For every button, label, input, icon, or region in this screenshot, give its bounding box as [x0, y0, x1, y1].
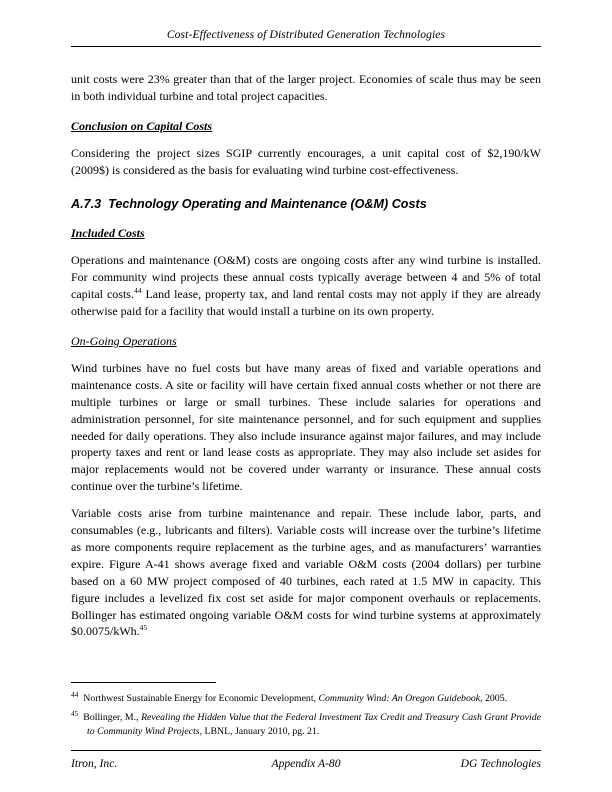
text-run: Operations and maintenance (O&M) costs are ongoing costs after any wind turbine is installed. For community wind projects these annual costs typically average between 4 and 5% of total capital costs. [71, 253, 541, 302]
paragraph-capital-cost-basis: Considering the project sizes SGIP currently encourages, a unit capital cost of $2,190/kW (2009$) is considered as the basis for evaluating wind turbine cost-effectiveness. [71, 145, 541, 177]
whitespace-spacer [71, 640, 541, 682]
heading-on-going-operations: On-Going Operations [71, 333, 177, 348]
footer-section-label: DG Technologies [460, 757, 542, 770]
paragraph-variable-costs [71, 505, 541, 640]
page-body [71, 71, 541, 640]
footnote-number: 44 [71, 689, 79, 699]
footnote-ref-45: 45 [139, 623, 148, 633]
text-run: Land lease, property tax, and land rental costs may not apply if they are already otherwise paid for a facility that would install a turbine on its own property. [71, 287, 542, 319]
footnote-number: 45 [71, 708, 79, 718]
citation-title: Revealing the Hidden Value that the Federal Investment Tax Credit and Treasury Cash Grant Provide to Community Wind Projects [87, 711, 542, 738]
footnote-45 [71, 708, 542, 740]
paragraph-economies-of-scale: unit costs were 23% greater than that of the larger project. Economies of scale thus may be seen in both individual turbine and total project capacities. [71, 72, 541, 103]
text-run: Bollinger, M., [83, 711, 142, 723]
paragraph-fixed-costs: Wind turbines have no fuel costs but have many areas of fixed and variable operations and maintenance costs. A site or facility will have certain fixed annual costs whether or not there are multiple turbines or large or small turbines. These include salaries for operations and administration personnel, for site maintenance personnel, and for such equipment and supplies needed for daily operations. They also include insurance against major failures, and may include property taxes and rent or land lease costs as appropriate. They may also include set asides for major replacements would not be covered under warranty or insurance. These annual costs continue over the turbine’s lifetime. [71, 360, 541, 494]
running-header-title: Cost-Effectiveness of Distributed Generation Technologies [166, 28, 446, 41]
header-rule [71, 46, 541, 47]
footnote-44 [71, 689, 541, 707]
citation-title: Community Wind: An Oregon Guidebook [318, 693, 481, 705]
page-header [71, 28, 541, 47]
footnote-separator-rule [71, 682, 216, 683]
footer-row [71, 751, 541, 770]
text-run: Northwest Sustainable Energy for Economic Development, [83, 693, 319, 705]
footnote-ref-44: 44 [133, 286, 142, 296]
text-run: , LBNL, January 2010, pg. 21. [199, 726, 320, 738]
heading-a73-technology-o-and-m-costs: A.7.3 Technology Operating and Maintenance (O&M) Costs [71, 196, 427, 211]
footer-company: Itron, Inc. [71, 757, 118, 770]
footnotes-section [71, 682, 541, 740]
heading-included-costs: Included Costs [71, 226, 145, 241]
page-content [71, 28, 541, 770]
heading-conclusion-on-capital-costs: Conclusion on Capital Costs [71, 118, 213, 133]
text-run: Variable costs arise from turbine maintenance and repair. These include labor, parts, and consumables (e.g., lubricants and filters). Variable costs will increase over the turbine’s lifetime as more components require replacement as the turbine ages, and as manufacturers’ warranties expire. Figure A-41 shows average fixed and variable O&M costs (2004 dollars) per turbine based on a 60 MW project composed of 40 turbines, each rated at 1.5 MW in capacity. This figure includes a levelized fix cost set aside for major component overhauls or replacements. Bollinger has estimated ongoing variable O&M costs for wind turbine systems at approximately $0.0075/kWh. [71, 506, 541, 639]
paragraph-included-costs [71, 252, 541, 320]
footer-page-label: Appendix A-80 [271, 757, 341, 770]
page-footer [71, 750, 541, 770]
text-run: , 2005. [480, 693, 508, 705]
